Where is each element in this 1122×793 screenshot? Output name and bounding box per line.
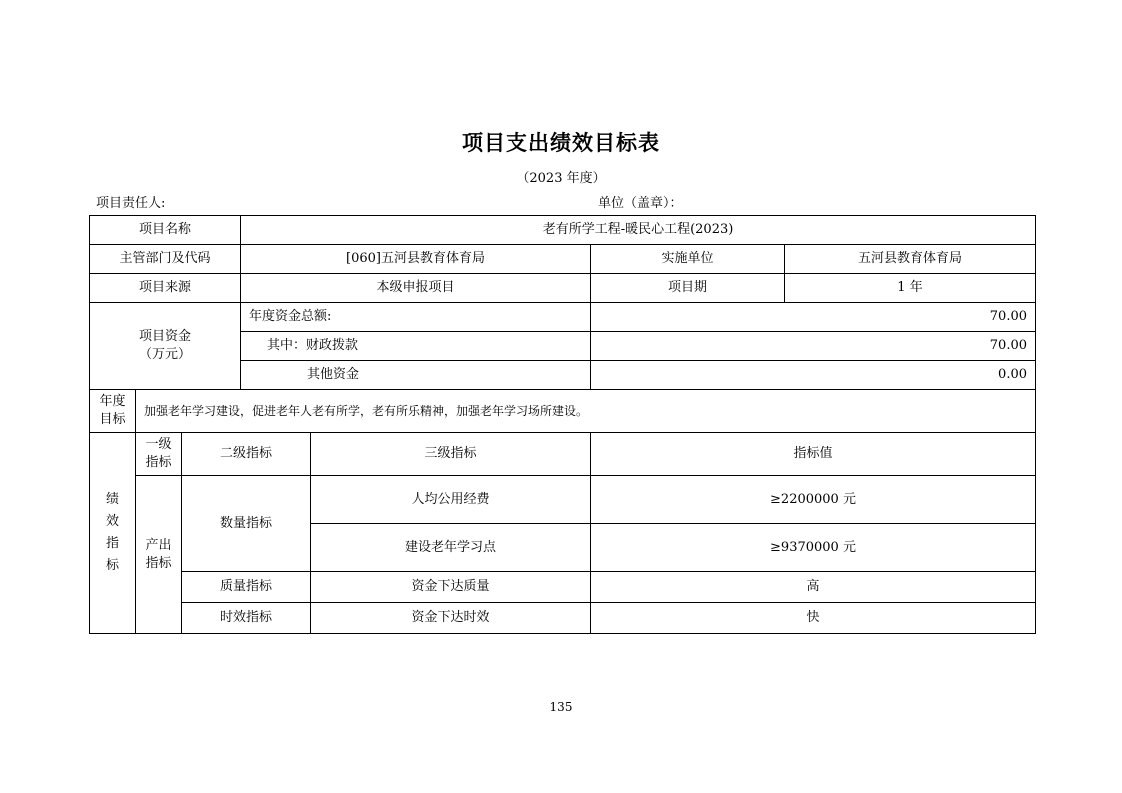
responsible-person-label: 项目责任人:	[96, 196, 166, 211]
row-funds-total	[90, 303, 1036, 332]
fiscal-funds-value: 70.00	[591, 332, 1036, 361]
dept-value: [060]五河县教育体育局	[241, 245, 591, 274]
period-value: 1 年	[785, 274, 1036, 303]
other-funds-label: 其他资金	[241, 361, 591, 390]
total-funds-label: 年度资金总额:	[241, 303, 591, 332]
other-funds-value: 0.00	[591, 361, 1036, 390]
dept-label: 主管部门及代码	[90, 245, 241, 274]
level1-header	[136, 433, 182, 476]
perf-char-4: 标	[105, 558, 119, 573]
perf-char-1: 绩	[105, 492, 119, 507]
value-header: 指标值	[591, 433, 1036, 476]
unit-seal-label: 单位（盖章）：	[598, 196, 683, 211]
row-annual-goal	[90, 390, 1036, 433]
goal-label-line2: 目标	[99, 412, 126, 427]
output-label-line1: 产出	[145, 537, 172, 553]
goal-text: 加强老年学习建设，促进老年人老有所学，老有所乐精神，加强老年学习场所建设。	[136, 390, 1036, 433]
page-title: 项目支出绩效目标表	[462, 130, 660, 155]
indicator-name: 资金下达时效	[311, 603, 591, 634]
goal-label-line1: 年度	[99, 394, 126, 410]
indicator-value: ≥9370000 元	[591, 524, 1036, 572]
timeliness-indicator-label: 时效指标	[182, 603, 311, 634]
funds-label-line2: （万元）	[138, 347, 191, 362]
row-project-name	[90, 216, 1036, 245]
indicator-name: 建设老年学习点	[311, 524, 591, 572]
row-indicator-header	[90, 433, 1036, 476]
perf-char-2: 效	[105, 514, 119, 529]
table-row	[90, 572, 1036, 603]
funds-label-line1: 项目资金	[138, 329, 191, 345]
performance-target-table	[89, 215, 1036, 634]
output-indicator-label	[136, 476, 182, 634]
level2-header: 二级指标	[182, 433, 311, 476]
indicator-value: 快	[591, 603, 1036, 634]
indicator-name: 人均公用经费	[311, 476, 591, 524]
page-number: 135	[549, 700, 573, 714]
quantity-indicator-label: 数量指标	[182, 476, 311, 572]
indicator-value: ≥2200000 元	[591, 476, 1036, 524]
performance-indicator-label	[90, 433, 136, 634]
table-row	[90, 476, 1036, 524]
level3-header: 三级指标	[311, 433, 591, 476]
goal-label	[90, 390, 136, 433]
impl-value: 五河县教育体育局	[785, 245, 1036, 274]
funds-label	[90, 303, 241, 390]
quality-indicator-label: 质量指标	[182, 572, 311, 603]
perf-char-3: 指	[105, 536, 119, 551]
indicator-value: 高	[591, 572, 1036, 603]
source-value: 本级申报项目	[241, 274, 591, 303]
level1-header-line1: 一级	[145, 437, 172, 453]
period-label: 项目期	[591, 274, 785, 303]
project-name-value: 老有所学工程-暖民心工程(2023)	[241, 216, 1036, 245]
row-source	[90, 274, 1036, 303]
source-label: 项目来源	[90, 274, 241, 303]
project-name-label: 项目名称	[90, 216, 241, 245]
indicator-name: 资金下达质量	[311, 572, 591, 603]
total-funds-value: 70.00	[591, 303, 1036, 332]
fiscal-funds-label: 其中：财政拨款	[241, 332, 591, 361]
impl-label: 实施单位	[591, 245, 785, 274]
table-row	[90, 603, 1036, 634]
year-label: （2023 年度）	[516, 171, 606, 186]
level1-header-line2: 指标	[145, 455, 172, 470]
row-department	[90, 245, 1036, 274]
output-label-line2: 指标	[145, 555, 172, 571]
